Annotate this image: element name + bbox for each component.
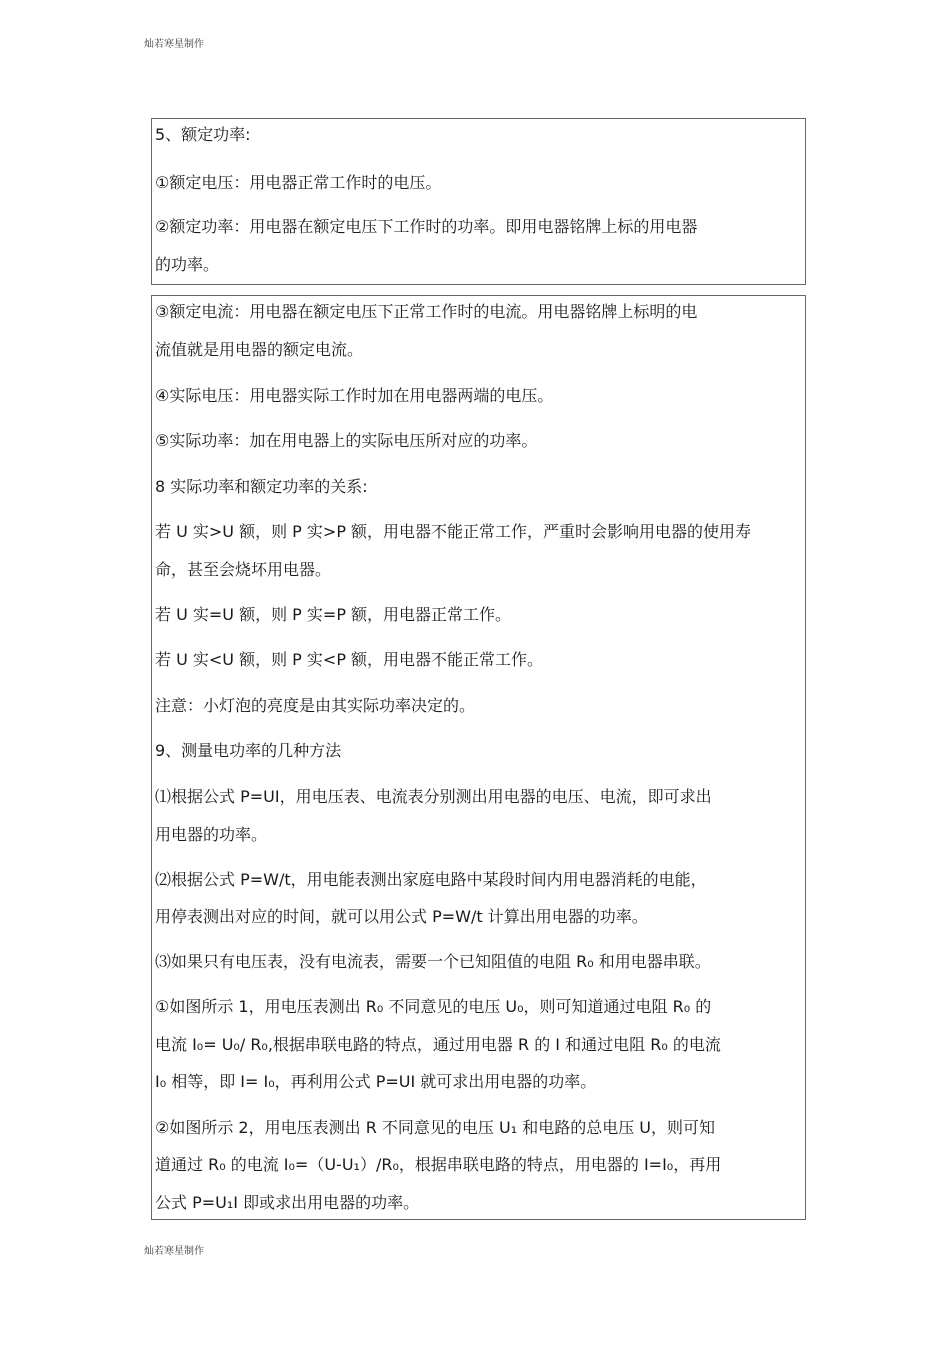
text-line: 若 U 实=U 额，则 P 实=P 额，用电器正常工作。 (155, 605, 512, 624)
text-line: ④实际电压：用电器实际工作时加在用电器两端的电压。 (155, 386, 554, 405)
text-line: I₀ 相等，即 I= I₀，再利用公式 P=UI 就可求出用电器的功率。 (155, 1072, 597, 1091)
text-line: ②额定功率：用电器在额定电压下工作时的功率。即用电器铭牌上标的用电器 (155, 217, 698, 236)
text-line: ①额定电压：用电器正常工作时的电压。 (155, 173, 442, 192)
text-line: 用电器的功率。 (155, 825, 268, 844)
text-line: ⑵根据公式 P=W/t，用电能表测出家庭电路中某段时间内用电器消耗的电能， (155, 870, 707, 889)
text-line: 电流 I₀= U₀/ R₀,根据串联电路的特点，通过用电器 R 的 I 和通过电阻 R₀ 的电流 (155, 1035, 721, 1054)
text-line: ③额定电流：用电器在额定电压下正常工作时的电流。用电器铭牌上标明的电 (155, 302, 698, 321)
text-line: ⑤实际功率：加在用电器上的实际电压所对应的功率。 (155, 431, 538, 450)
text-line: ②如图所示 2，用电压表测出 R 不同意见的电压 U₁ 和电路的总电压 U，则可知 (155, 1118, 715, 1137)
text-line: 流值就是用电器的额定电流。 (155, 340, 364, 359)
content-box-measurement (151, 295, 806, 1220)
text-line: 若 U 实<U 额，则 P 实<P 额，用电器不能正常工作。 (155, 650, 544, 669)
text-line: 道通过 R₀ 的电流 I₀=（U-U₁）/R₀，根据串联电路的特点，用电器的 I=I₀，再用 (155, 1155, 722, 1174)
text-line: ⑴根据公式 P=UI，用电压表、电流表分别测出用电器的电压、电流，即可求出 (155, 787, 712, 806)
content-box-rated-power (151, 118, 806, 285)
text-line: ①如图所示 1，用电压表测出 R₀ 不同意见的电压 U₀，则可知道通过电阻 R₀ 的 (155, 997, 712, 1016)
text-line: 公式 P=U₁I 即或求出用电器的功率。 (155, 1193, 420, 1212)
text-line: ⑶如果只有电压表，没有电流表，需要一个已知阻值的电阻 R₀ 和用电器串联。 (155, 952, 711, 971)
text-line: 的功率。 (155, 255, 220, 274)
text-line: 若 U 实>U 额，则 P 实>P 额，用电器不能正常工作，严重时会影响用电器的使用寿 (155, 522, 752, 541)
page-header: 灿若寒星制作 (144, 39, 204, 50)
text-line: 5、额定功率: (155, 125, 251, 144)
text-line: 8 实际功率和额定功率的关系: (155, 477, 368, 496)
text-line: 注意：小灯泡的亮度是由其实际功率决定的。 (155, 696, 476, 715)
text-line: 命，甚至会烧坏用电器。 (155, 560, 332, 579)
page-footer: 灿若寒星制作 (144, 1246, 204, 1257)
text-line: 9、测量电功率的几种方法 (155, 741, 342, 760)
text-line: 用停表测出对应的时间，就可以用公式 P=W/t 计算出用电器的功率。 (155, 907, 648, 926)
